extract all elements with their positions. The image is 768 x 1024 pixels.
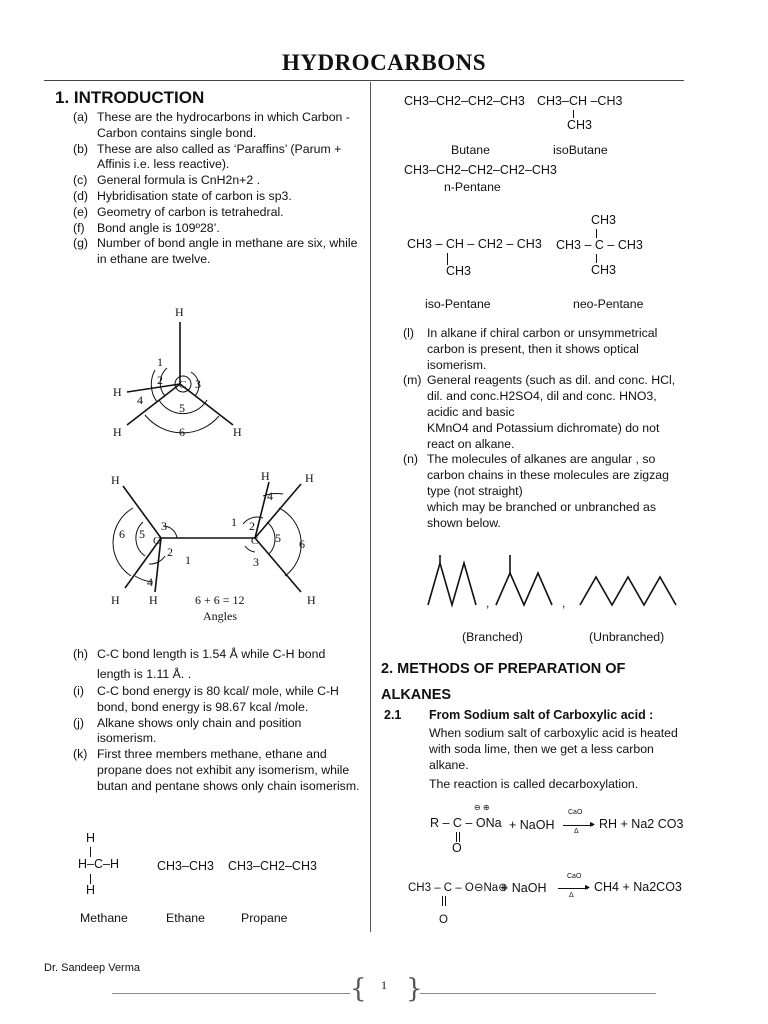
angle-number: 1: [231, 515, 237, 529]
h-label: H: [113, 385, 122, 399]
intro-list-h-k: [73, 644, 361, 795]
footer-author: Dr. Sandeep Verma: [44, 962, 141, 974]
list-item: (f) Bond angle is 109º28’.: [73, 220, 220, 235]
angle-number: 5: [275, 531, 281, 545]
angle-number: 2: [249, 519, 255, 533]
propane-label: Propane: [241, 911, 288, 925]
isobutane-formula: CH3–CH –CH3: [537, 94, 623, 108]
branched-label: (Branched): [462, 630, 523, 644]
angle-number: 2: [157, 373, 163, 387]
reaction-arrow: [558, 888, 588, 889]
list-item: (i) C-C bond energy is 80 kcal/ mole, while C-H bond, bond energy is 98.67 kcal /mole.: [73, 684, 339, 714]
arrow-head: ▸: [590, 819, 596, 830]
unbranched-chain: [580, 577, 676, 605]
list-item: (l) In alkane if chiral carbon or unsymmetrical carbon is present, then it shows optical isomerism.: [403, 326, 658, 372]
column-divider: [370, 82, 371, 932]
list-item: (a) These are the hydrocarbons in which Carbon - Carbon contains single bond.: [73, 110, 350, 140]
reaction1-oxygen: O: [452, 841, 462, 855]
footer-rule-right: [420, 993, 656, 994]
left-column: [55, 88, 360, 268]
subsection-number: 2.1: [384, 708, 402, 722]
methane-bottom-h: H: [86, 883, 96, 897]
h-label: H: [307, 593, 316, 607]
isobutane-branch: CH3: [567, 118, 593, 132]
neopentane-top: CH3: [591, 213, 617, 227]
comma: ,: [486, 596, 490, 610]
angle-number: 1: [157, 355, 163, 369]
reaction2-reactant: CH3 – C – O⊖Na⊕: [408, 882, 508, 894]
branched-chain-1: [428, 563, 476, 605]
bond-line: [90, 847, 91, 857]
list-item: (n) The molecules of alkanes are angular , so carbon chains in these molecules are zigzag type (not straight): [403, 452, 669, 498]
subsection-title: From Sodium salt of Carboxylic acid :: [429, 708, 654, 722]
h-label: H: [111, 593, 120, 607]
unbranched-label: (Unbranched): [589, 630, 665, 644]
isopentane-formula: CH3 – CH – CH2 – CH3: [407, 237, 542, 251]
reaction2-oxygen: O: [439, 914, 448, 926]
page-title: HYDROCARBONS: [281, 50, 487, 75]
carbon-label: C: [179, 379, 187, 391]
list-item: KMnO4 and Potassium dichromate) do not react on alkane.: [427, 420, 660, 451]
list-item: (b) These are also called as ‘Paraffins’ (Parum + Affinis i.e. less reactive).: [73, 141, 342, 172]
isobutane-label: isoButane: [553, 143, 608, 157]
angle-number: 3: [253, 555, 259, 569]
reaction1-condition: CaO: [568, 809, 583, 816]
carbon-label: C: [153, 535, 161, 547]
reaction-arrow: [563, 825, 593, 826]
angle-number: 6: [119, 527, 125, 541]
bond-line: [596, 254, 597, 263]
comma: ,: [562, 596, 566, 610]
h-label: H: [149, 593, 158, 607]
branched-chain-2: [496, 573, 552, 605]
zigzag-chains-figure: [420, 555, 680, 615]
angle-caption: 6 + 6 = 12: [195, 593, 245, 607]
subsection-text: When sodium salt of carboxylic acid is heated with soda lime, then we get a less carbon alkane.: [429, 726, 678, 772]
charge-symbols: ⊖ ⊕: [474, 803, 490, 812]
angle-number: 5: [139, 527, 145, 541]
footer-rule-left: [112, 993, 350, 994]
reaction2-reagent: + NaOH: [501, 881, 547, 895]
right-brace-ornament: }: [406, 974, 423, 1004]
methane-top-h: H: [86, 831, 96, 845]
reaction1-product: RH + Na2 CO3: [599, 817, 684, 831]
list-item: (k) First three members methane, ethane and propane does not exhibit any isomerism, while butan and pentane shows only chain isomerism.: [73, 747, 360, 793]
neopentane-bottom: CH3: [591, 263, 617, 277]
alkane-list-l-n: [403, 326, 686, 531]
angle-number: 4: [267, 489, 273, 503]
angle-number: 6: [179, 425, 185, 439]
reaction1-reagent: + NaOH: [509, 818, 555, 832]
list-item: (m) General reagents (such as dil. and conc. HCl, dil. and conc.H2SO4, dil and conc. HNO3, acidic and basic: [403, 373, 676, 419]
h-label: H: [305, 471, 314, 485]
reaction1-heat: Δ: [574, 828, 579, 835]
intro-list-a-g: [73, 110, 361, 268]
angle-caption: Angles: [203, 609, 237, 623]
list-item: which may be branched or unbranched as shown below.: [427, 499, 656, 530]
h-label: H: [111, 473, 120, 487]
list-item: (d) Hybridisation state of carbon is sp3.: [73, 188, 292, 203]
npentane-label: n-Pentane: [444, 180, 501, 194]
list-item: (c) General formula is CnH2n+2 .: [73, 173, 261, 188]
carbon-label: C: [251, 535, 259, 547]
angle-number: 4: [147, 575, 153, 589]
angle-number: 2: [167, 545, 173, 559]
ethane-formula: CH3–CH3: [157, 859, 214, 873]
bond-line: [573, 110, 574, 118]
angle-number: 3: [161, 519, 167, 533]
propane-formula: CH3–CH2–CH3: [228, 859, 317, 873]
isopentane-branch: CH3: [446, 264, 472, 278]
isopentane-label: iso-Pentane: [425, 297, 491, 311]
list-item: (j) Alkane shows only chain and position isomerism.: [73, 715, 302, 746]
list-item: (g) Number of bond angle in methane are six, while in ethane are twelve.: [73, 236, 358, 267]
reaction2-condition: CaO: [567, 873, 582, 880]
list-item: (e) Geometry of carbon is tetrahedral.: [73, 204, 284, 219]
angle-number: 5: [179, 401, 185, 415]
butane-formula: CH3–CH2–CH2–CH3: [404, 94, 525, 108]
h-label: H: [113, 425, 122, 439]
ethane-bond-angle-diagram: [105, 468, 335, 628]
neopentane-mid: CH3 – C – CH3: [556, 238, 643, 252]
methane-label: Methane: [80, 911, 128, 925]
page-number: 1: [381, 978, 387, 992]
ethane-label: Ethane: [166, 911, 205, 925]
title-rule: [44, 80, 684, 81]
methane-formula-row: H–C–H: [78, 857, 119, 871]
double-bond: [442, 896, 446, 906]
arrow-head: ▸: [585, 882, 591, 893]
butane-label: Butane: [451, 143, 490, 157]
h-label: H: [261, 469, 270, 483]
section-heading-introduction: 1. INTRODUCTION: [55, 88, 205, 107]
angle-number: 3: [195, 377, 201, 391]
neopentane-label: neo-Pentane: [573, 297, 644, 311]
methane-bond-angle-diagram: [95, 300, 265, 445]
angle-number: 4: [137, 393, 143, 407]
h-label: H: [175, 305, 184, 319]
section-heading-methods: 2. METHODS OF PREPARATION OF ALKANES: [381, 661, 626, 703]
subsection-text-2: The reaction is called decarboxylation.: [429, 777, 639, 791]
angle-number: 6: [299, 537, 305, 551]
angle-number: 1: [185, 553, 191, 567]
h-label: H: [233, 425, 242, 439]
reaction1-reactant: R – C – ONa: [430, 816, 502, 830]
reaction2-heat: Δ: [569, 892, 574, 899]
list-item: (h) C-C bond length is 1.54 Å while C-H bond length is 1.11 Å. .: [73, 647, 326, 681]
bond-line: [596, 229, 597, 238]
left-brace-ornament: {: [350, 974, 367, 1004]
reaction2-product: CH4 + Na2CO3: [594, 880, 682, 894]
npentane-formula: CH3–CH2–CH2–CH2–CH3: [404, 163, 557, 177]
